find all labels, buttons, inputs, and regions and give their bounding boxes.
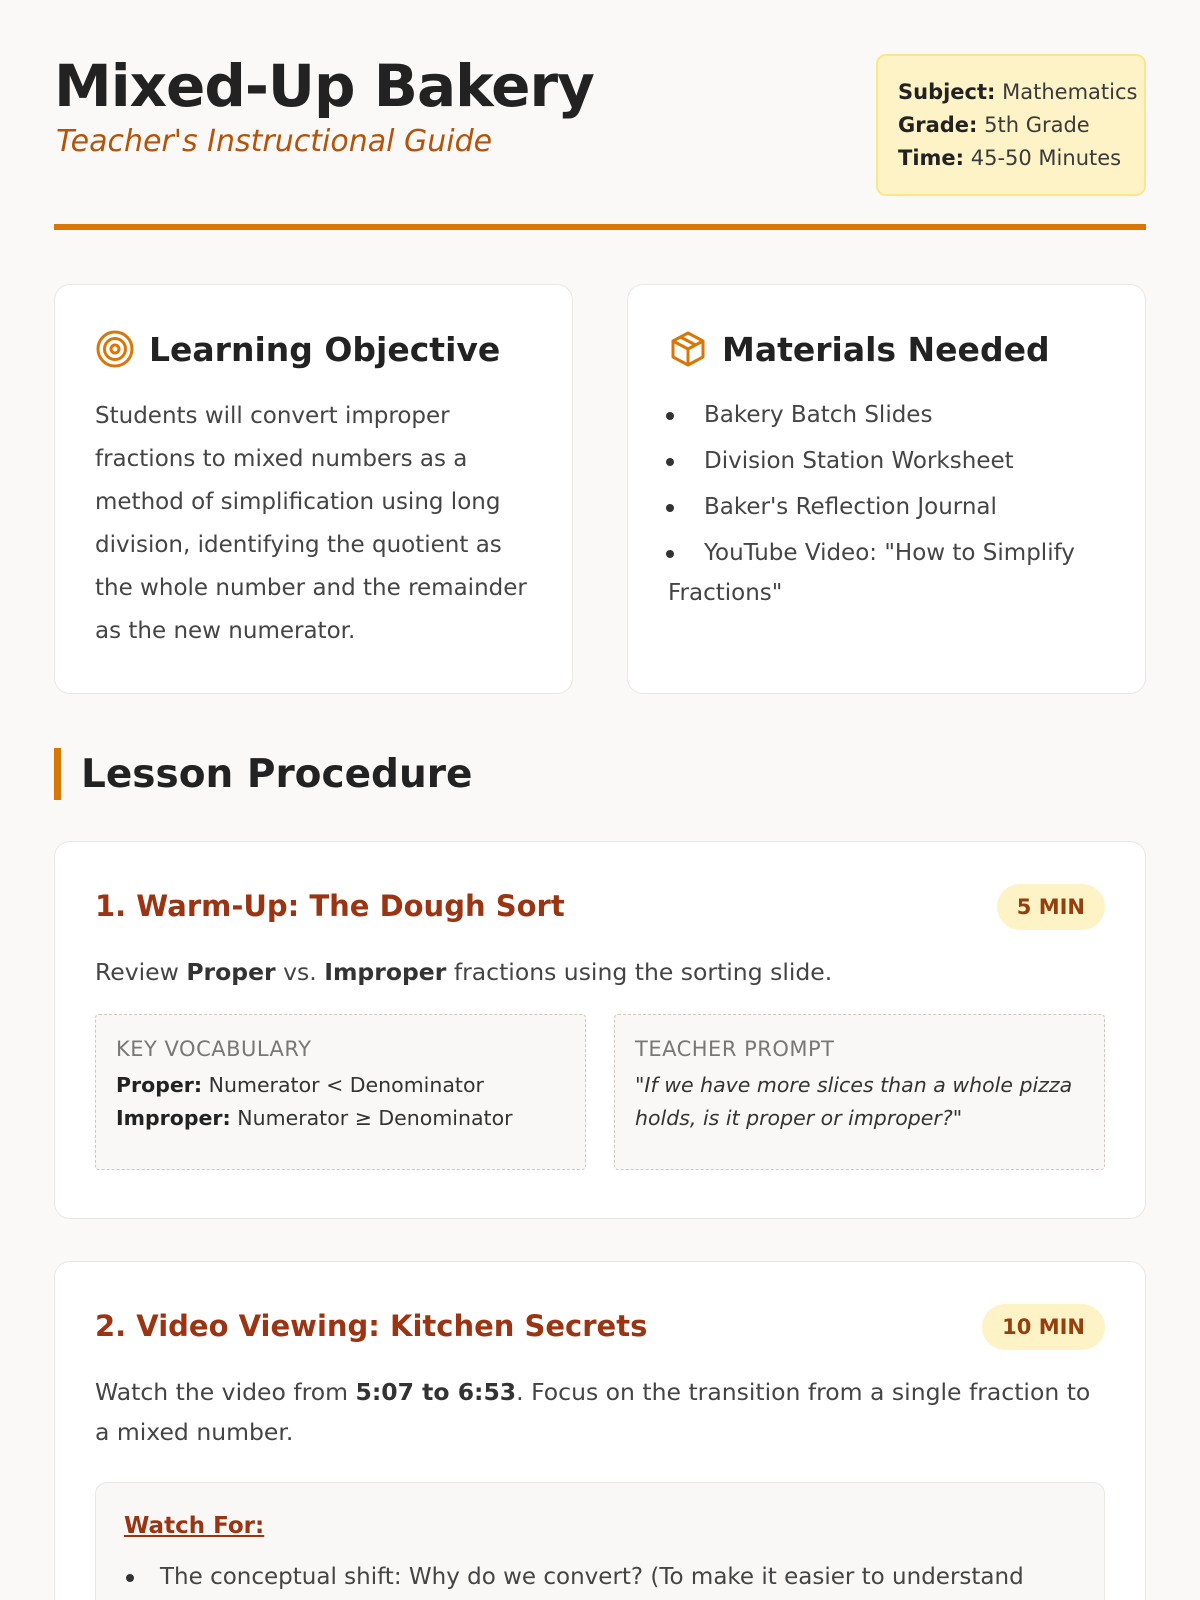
time-row — [898, 142, 1124, 175]
desc-text: . Focus on the transition from a single fraction to a mixed number. — [95, 1378, 1091, 1446]
duration-badge: 5 MIN — [997, 884, 1105, 930]
teacher-prompt-box — [614, 1014, 1105, 1170]
step-warm-up-card — [54, 841, 1146, 1219]
step-header — [95, 882, 1105, 930]
watch-for-list — [124, 1557, 1076, 1597]
step-notes — [95, 1014, 1105, 1170]
grade-row — [898, 109, 1124, 142]
step-description — [95, 952, 1105, 992]
learning-objective-header — [95, 325, 532, 373]
desc-text: fractions using the sorting slide. — [446, 958, 833, 986]
vocab-definition: Numerator ≥ Denominator — [237, 1106, 513, 1130]
vocab-proper — [116, 1069, 565, 1102]
materials-list — [668, 395, 1105, 613]
lesson-info-box — [876, 54, 1146, 196]
materials-header — [668, 325, 1105, 373]
watch-for-box — [95, 1482, 1105, 1600]
page-title: Mixed-Up Bakery — [54, 52, 594, 120]
watch-for-item: The conceptual shift: Why do we convert? (To make it easier to understand — [124, 1557, 1076, 1597]
subject-value: Mathematics — [1002, 80, 1138, 104]
page-subtitle: Teacher's Instructional Guide — [56, 124, 493, 159]
page-header — [54, 0, 1146, 230]
subject-row — [898, 76, 1138, 109]
time-label: Time: — [898, 146, 965, 170]
subject-label: Subject: — [898, 80, 996, 104]
step-title: 1. Warm-Up: The Dough Sort — [95, 889, 565, 923]
vocab-improper — [116, 1102, 565, 1135]
desc-text: Watch the video from — [95, 1378, 356, 1406]
box-icon — [668, 329, 708, 369]
teacher-prompt-text: "If we have more slices than a whole pizza holds, is it proper or improper?" — [635, 1073, 1073, 1130]
step-description — [95, 1372, 1105, 1452]
materials-item: YouTube Video: "How to Simplify Fractions" — [668, 533, 1105, 613]
grade-value: 5th Grade — [984, 113, 1090, 137]
duration-badge: 10 MIN — [982, 1304, 1105, 1350]
overview-cards — [54, 284, 1146, 694]
learning-objective-title: Learning Objective — [149, 329, 501, 369]
key-vocabulary-label: KEY VOCABULARY — [116, 1037, 312, 1061]
vocab-term: Improper: — [116, 1106, 231, 1130]
target-icon — [95, 329, 135, 369]
materials-item: Division Station Worksheet — [668, 441, 1105, 481]
teacher-prompt-label: TEACHER PROMPT — [635, 1037, 835, 1061]
vocab-definition: Numerator < Denominator — [208, 1073, 484, 1097]
desc-bold-timestamp: 5:07 to 6:53 — [355, 1378, 517, 1406]
key-vocabulary-box — [95, 1014, 586, 1170]
lesson-procedure-heading — [54, 748, 472, 800]
learning-objective-card — [54, 284, 573, 694]
materials-item: Baker's Reflection Journal — [668, 487, 1105, 527]
materials-card — [627, 284, 1146, 694]
desc-text: vs. — [275, 958, 325, 986]
desc-text: Review — [95, 958, 187, 986]
desc-bold-improper: Improper — [324, 958, 447, 986]
materials-item: Bakery Batch Slides — [668, 395, 1105, 435]
lesson-procedure-title: Lesson Procedure — [81, 751, 473, 797]
step-title: 2. Video Viewing: Kitchen Secrets — [95, 1309, 648, 1343]
watch-for-title: Watch For: — [124, 1513, 265, 1539]
desc-bold-proper: Proper — [186, 958, 276, 986]
time-value: 45-50 Minutes — [970, 146, 1122, 170]
learning-objective-text: Students will convert improper fractions to mixed numbers as a method of simplification using long division, identifying the quotient as the whole number and the remainder as the new numerator. — [95, 403, 527, 644]
step-video-card — [54, 1261, 1146, 1600]
step-header — [95, 1302, 1105, 1350]
grade-label: Grade: — [898, 113, 978, 137]
materials-title: Materials Needed — [722, 329, 1050, 369]
vocab-term: Proper: — [116, 1073, 203, 1097]
